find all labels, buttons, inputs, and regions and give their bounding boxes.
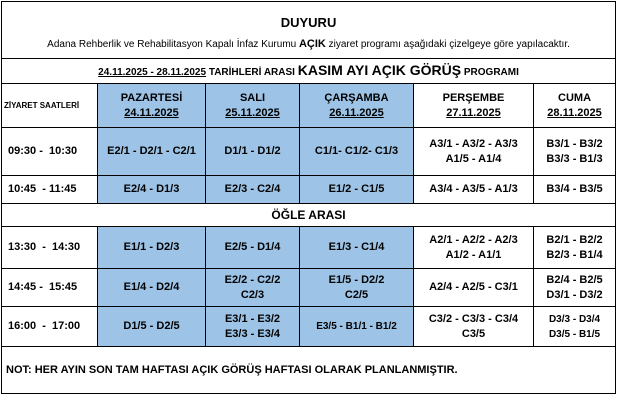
ward-list: C1/1- C1/2- C1/3 xyxy=(314,145,399,157)
ward-list: E1/5 - D2/2 xyxy=(328,273,385,286)
ward-list: C3/5 xyxy=(461,327,486,340)
ward-list: E3/5 - B1/1 - B1/2 xyxy=(316,321,397,332)
schedule-cell xyxy=(414,269,534,307)
program-dates: 24.11.2025 - 28.11.2025 xyxy=(98,66,207,78)
ward-list: D1/1 - D1/2 xyxy=(224,145,281,157)
schedule-cell xyxy=(534,176,616,204)
day-date: 26.11.2025 xyxy=(329,106,384,119)
ward-list: D3/5 - B1/5 xyxy=(548,328,601,340)
day-date: 28.11.2025 xyxy=(547,106,602,119)
ward-list: D1/5 - D2/5 xyxy=(123,320,180,332)
table-row xyxy=(2,176,616,204)
day-header-monday xyxy=(98,84,206,128)
day-date: 24.11.2025 xyxy=(124,106,179,119)
table-row xyxy=(2,269,616,307)
ward-list: D3/3 - D3/4 xyxy=(548,313,601,325)
ward-list: E2/3 - C2/4 xyxy=(224,183,281,195)
time-slot: 14:45 - 15:45 xyxy=(2,269,98,307)
ward-list: E3/3 - E3/4 xyxy=(224,327,281,340)
schedule-cell xyxy=(414,176,534,204)
schedule-cell xyxy=(300,307,414,347)
lunch-break-row: ÖĞLE ARASI xyxy=(2,204,616,227)
day-name: SALI xyxy=(239,91,266,104)
schedule-cell xyxy=(534,227,616,269)
announcement-text-emphasis: AÇIK xyxy=(298,37,326,50)
ward-list: A2/4 - A2/5 - C3/1 xyxy=(429,281,518,293)
day-date: 27.11.2025 xyxy=(446,106,501,119)
ward-list: E2/5 - D1/4 xyxy=(224,241,281,253)
visit-hours-label: ZİYARET SAATLERİ xyxy=(2,84,98,128)
schedule-cell xyxy=(98,227,206,269)
table-row xyxy=(2,307,616,347)
ward-list: C2/5 xyxy=(344,288,369,301)
table-row xyxy=(2,128,616,176)
page-title: DUYURU xyxy=(2,2,616,31)
schedule-cell xyxy=(414,128,534,176)
schedule-cell xyxy=(206,269,300,307)
ward-list: B2/1 - B2/2 xyxy=(546,233,603,246)
ward-list: E1/4 - D2/4 xyxy=(123,281,180,293)
schedule-cell xyxy=(300,128,414,176)
ward-list: E1/1 - D2/3 xyxy=(123,241,180,253)
schedule-cell xyxy=(98,269,206,307)
schedule-cell xyxy=(414,307,534,347)
ward-list: E1/3 - C1/4 xyxy=(328,241,385,253)
footer-note: NOT: HER AYIN SON TAM HAFTASI AÇIK GÖRÜŞ HAFTASI OLARAK PLANLANMIŞTIR. xyxy=(2,347,616,394)
day-name: PERŞEMBE xyxy=(442,91,505,104)
schedule-cell xyxy=(534,307,616,347)
ward-list: A2/1 - A2/2 - A2/3 xyxy=(429,233,518,246)
ward-list: B3/1 - B3/2 xyxy=(546,137,603,150)
visit-schedule-table xyxy=(1,1,616,394)
ward-list: A3/1 - A3/2 - A3/3 xyxy=(429,137,518,150)
program-heading-main: KASIM AYI AÇIK GÖRÜŞ xyxy=(297,61,462,78)
time-slot: 16:00 - 17:00 xyxy=(2,307,98,347)
time-slot: 13:30 - 14:30 xyxy=(2,227,98,269)
day-header-wednesday xyxy=(300,84,414,128)
ward-list: A3/4 - A3/5 - A1/3 xyxy=(429,183,518,195)
announcement-text-part: Adana Rehberlik ve Rehabilitasyon Kapalı İnfaz Kurumu xyxy=(47,38,299,50)
schedule-cell xyxy=(206,227,300,269)
schedule-cell xyxy=(206,307,300,347)
ward-list: A1/2 - A1/1 xyxy=(445,248,502,261)
day-header-tuesday xyxy=(206,84,300,128)
table-row xyxy=(2,227,616,269)
ward-list: B3/4 - B3/5 xyxy=(546,183,603,195)
schedule-cell xyxy=(414,227,534,269)
day-header-row xyxy=(2,84,616,128)
program-heading-part: PROGRAMI xyxy=(461,66,519,78)
announcement-text xyxy=(2,30,616,59)
schedule-cell xyxy=(98,128,206,176)
ward-list: C3/2 - C3/3 - C3/4 xyxy=(428,312,519,325)
time-slot: 09:30 - 10:30 xyxy=(2,128,98,176)
schedule-cell xyxy=(98,176,206,204)
schedule-cell xyxy=(534,128,616,176)
schedule-cell xyxy=(534,269,616,307)
ward-list: E2/1 - D2/1 - C2/1 xyxy=(107,145,196,157)
schedule-cell xyxy=(300,176,414,204)
day-name: ÇARŞAMBA xyxy=(324,91,389,104)
ward-list: E1/2 - C1/5 xyxy=(328,183,385,195)
schedule-cell xyxy=(206,176,300,204)
schedule-cell xyxy=(98,307,206,347)
ward-list: E2/2 - C2/2 xyxy=(224,273,281,286)
program-heading xyxy=(2,59,616,84)
ward-list: A1/5 - A1/4 xyxy=(445,152,502,165)
day-date: 25.11.2025 xyxy=(225,106,280,119)
day-name: PAZARTESİ xyxy=(120,91,183,104)
schedule-cell xyxy=(206,128,300,176)
ward-list: B2/3 - B1/4 xyxy=(546,248,603,261)
ward-list: B2/4 - B2/5 xyxy=(546,273,603,286)
time-slot: 10:45 - 11:45 xyxy=(2,176,98,204)
program-heading-part: TARİHLERİ ARASI xyxy=(206,66,298,78)
announcement-text-part: ziyaret programı aşağıdaki çizelgeye göre yapılacaktır. xyxy=(325,38,570,50)
day-header-thursday xyxy=(414,84,534,128)
ward-list: D3/1 - D3/2 xyxy=(546,288,603,301)
ward-list: E2/4 - D1/3 xyxy=(123,183,180,195)
announcement-sheet xyxy=(1,1,615,399)
schedule-cell xyxy=(300,269,414,307)
ward-list: E3/1 - E3/2 xyxy=(224,312,281,325)
ward-list: B3/3 - B1/3 xyxy=(546,152,603,165)
schedule-cell xyxy=(300,227,414,269)
ward-list: C2/3 xyxy=(240,288,265,301)
day-name: CUMA xyxy=(558,91,592,104)
day-header-friday xyxy=(534,84,616,128)
